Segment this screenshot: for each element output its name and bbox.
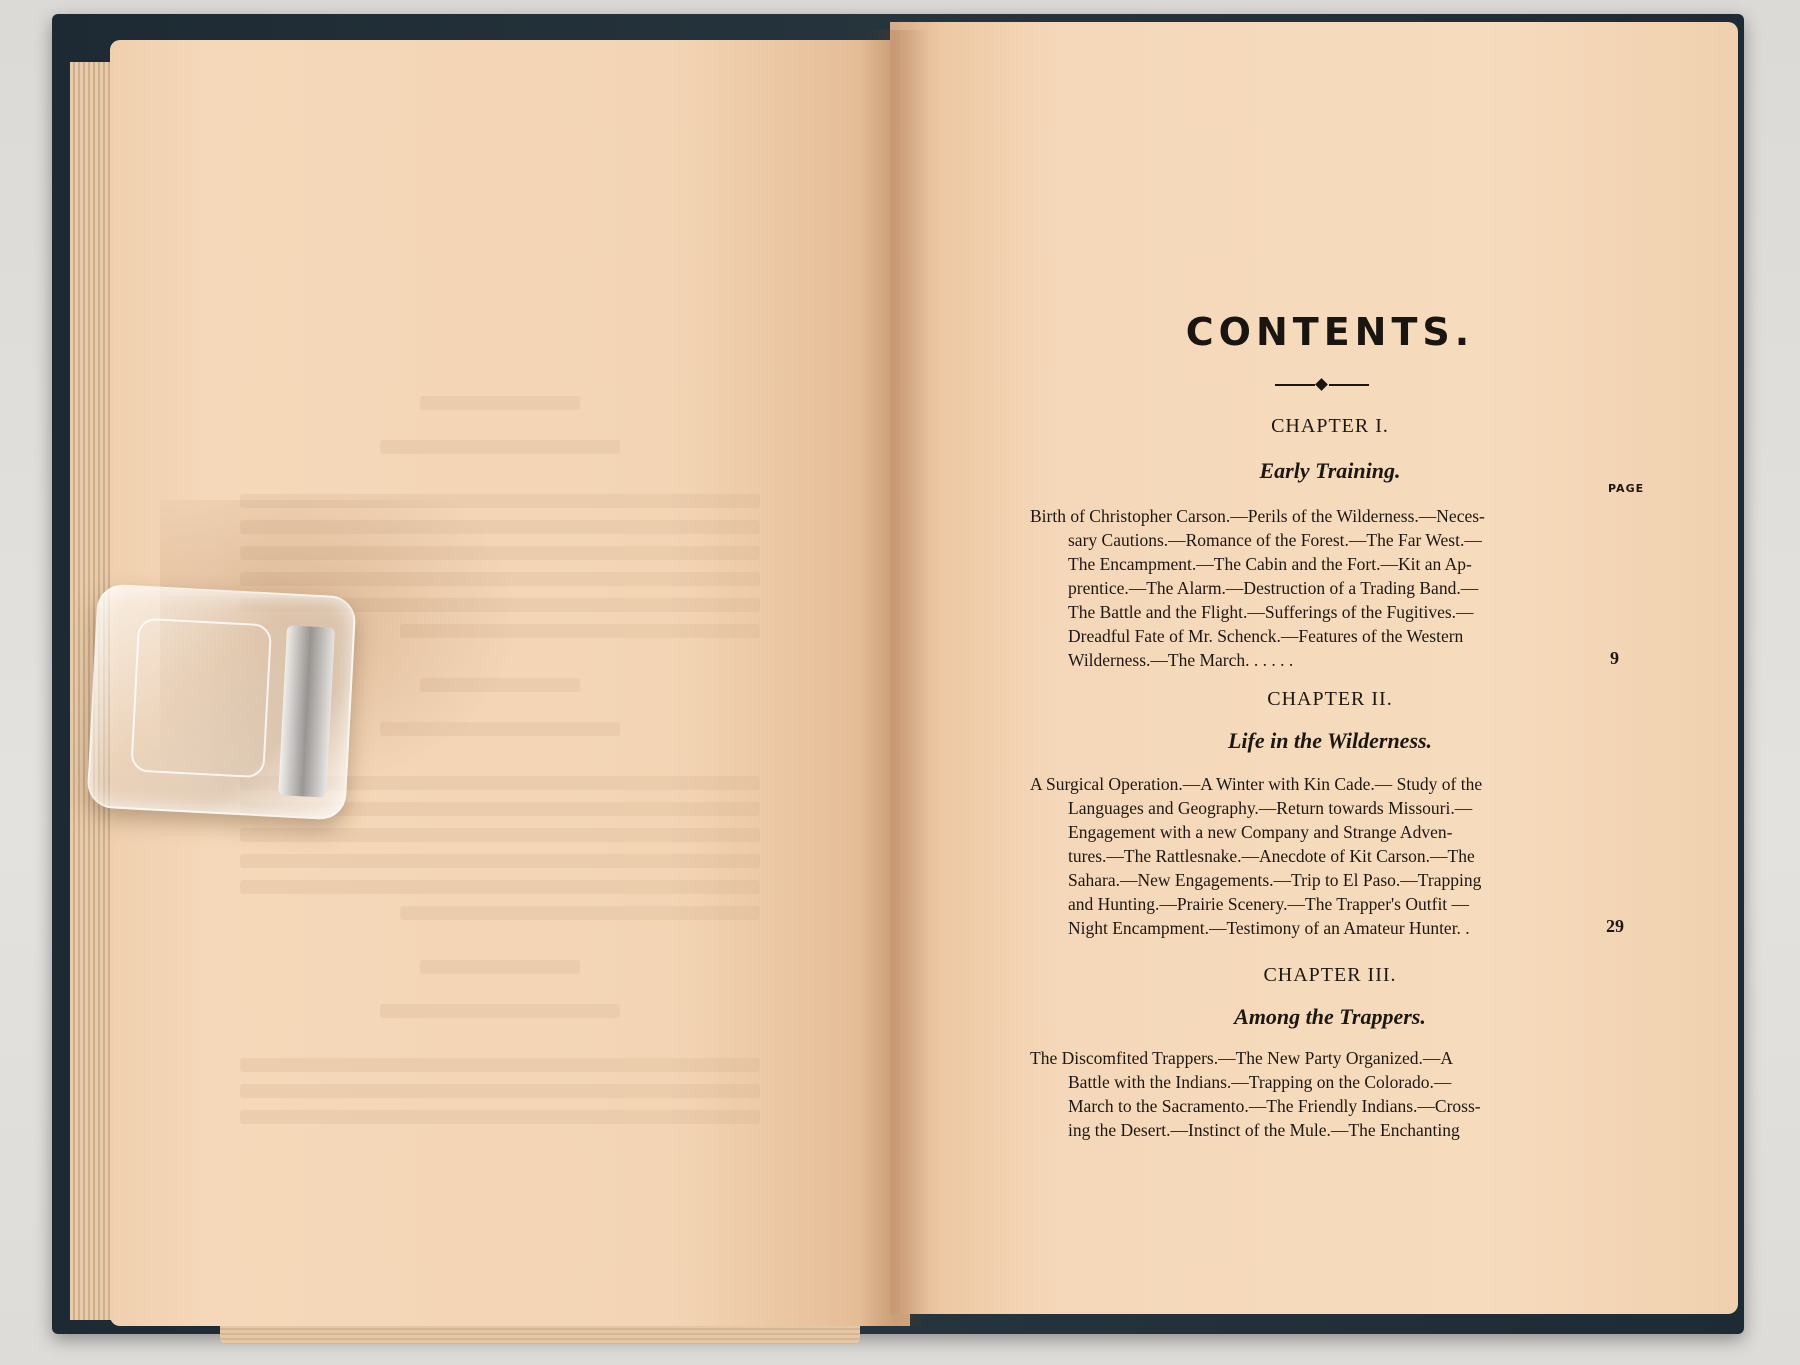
chapter-2-line: and Hunting.—Prairie Scenery.—The Trapper's Outfit — [1068,894,1470,914]
chapter-2-page-number: 29 [1606,916,1624,936]
chapter-1-page-number: 9 [1610,648,1619,668]
chapter-1-line: The Battle and the Flight.—Sufferings of the Fugitives.— [1068,602,1474,622]
chapter-2-line: A Surgical Operation.—A Winter with Kin Cade.— Study of the [1030,774,1483,794]
chapter-2-line: Night Encampment.—Testimony of an Amateur Hunter. . [1068,918,1470,938]
chapter-3-line: Battle with the Indians.—Trapping on the Colorado.— [1068,1072,1452,1092]
chapter-1-line: sary Cautions.—Romance of the Forest.—The Far West.— [1068,530,1482,550]
glass-side-facet [278,625,335,797]
chapter-1-line: The Encampment.—The Cabin and the Fort.—Kit an Ap- [1068,554,1472,574]
chapter-2-line: Languages and Geography.—Return towards Missouri.— [1068,798,1473,818]
chapter-3-heading: CHAPTER III. [1263,964,1397,986]
chapter-2-line: tures.—The Rattlesnake.—Anecdote of Kit Carson.—The [1068,846,1475,866]
chapter-2-heading: CHAPTER II. [1267,688,1393,710]
chapter-3-line: The Discomfited Trappers.—The New Party Organized.—A [1030,1048,1453,1068]
glass-inner-facet [130,618,272,779]
chapter-2-title: Life in the Wilderness. [1227,728,1433,753]
chapter-1-heading: CHAPTER I. [1271,415,1389,437]
chapter-1-line: Wilderness.—The March. . . . . . [1068,650,1294,670]
chapter-1-line: Dreadful Fate of Mr. Schenck.—Features of the Western [1068,626,1464,646]
title-ornament [1275,378,1371,392]
page-column-label: PAGE [1608,482,1645,495]
chapter-2-line: Engagement with a new Company and Strange Adven- [1068,822,1453,842]
chapter-3-line: March to the Sacramento.—The Friendly Indians.—Cross- [1068,1096,1481,1116]
book-gutter [860,30,930,1326]
chapter-3-summary [1030,1046,1590,1142]
chapter-1-line: Birth of Christopher Carson.—Perils of the Wilderness.—Neces- [1030,506,1485,526]
contents-title: CONTENTS. [1185,310,1475,354]
chapter-1-summary [1030,504,1590,672]
chapter-2-summary [1030,772,1590,940]
chapter-3-title: Among the Trappers. [1234,1004,1426,1029]
chapter-3-line: ing the Desert.—Instinct of the Mule.—The Enchanting [1068,1120,1460,1140]
chapter-1-title: Early Training. [1259,458,1401,483]
chapter-2-line: Sahara.—New Engagements.—Trip to El Paso.—Trapping [1068,870,1482,890]
glass-page-weight [86,583,356,820]
chapter-1-line: prentice.—The Alarm.—Destruction of a Trading Band.— [1068,578,1479,598]
